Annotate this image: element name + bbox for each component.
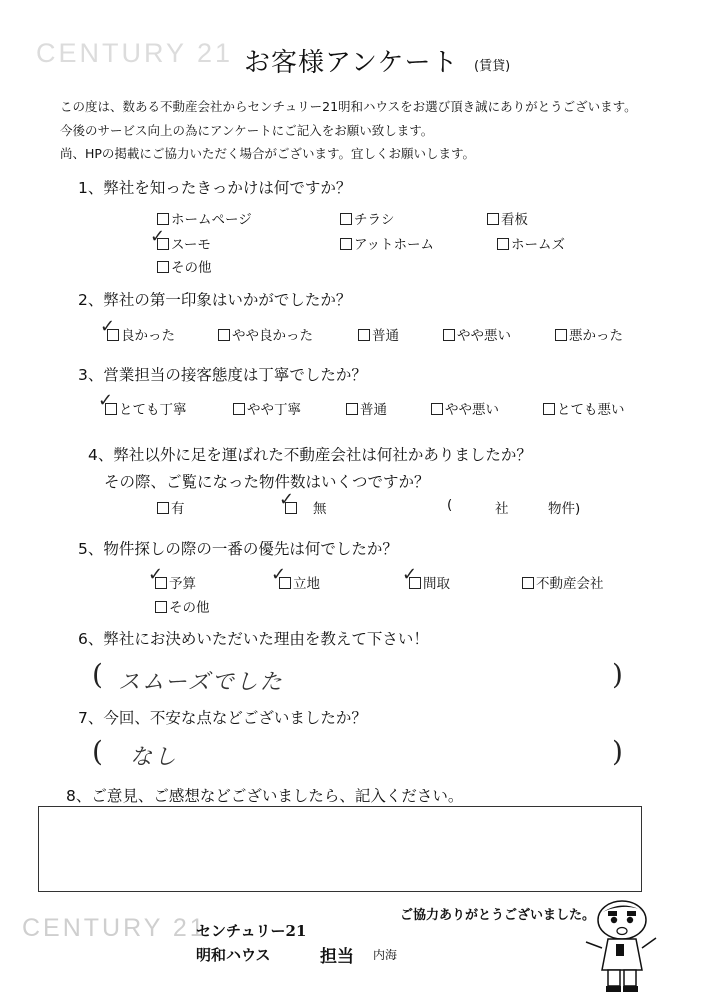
q2-option-bad[interactable]: 悪かった	[555, 324, 623, 344]
checkmark-icon: ✓	[150, 226, 166, 247]
checkbox-icon	[157, 213, 169, 225]
q2-option-normal[interactable]: 普通	[358, 324, 399, 344]
q3-option-fairly-bad[interactable]: やや悪い	[431, 398, 499, 418]
q1-text: 1、弊社を知ったきっかけは何ですか？	[78, 179, 352, 197]
q4-paren-open: (	[447, 497, 453, 513]
intro-line-3: 尚、HPの掲載にご協力いただく場合がございます。宜しくお願いします。	[60, 146, 475, 161]
intro-line-2: 今後のサービス向上の為にアンケートにご記入をお願い致します。	[60, 123, 434, 138]
q2-option-fairly-bad[interactable]: やや悪い	[443, 324, 511, 344]
q7-text: 7、今回、不安な点などございましたか？	[78, 709, 367, 727]
q5-option-location[interactable]: 立地	[279, 572, 320, 592]
q8-comment-box[interactable]	[38, 806, 642, 892]
q3-option-very-bad[interactable]: とても悪い	[543, 398, 625, 418]
q6-answer[interactable]: スムーズでした	[118, 670, 284, 695]
q2-text: 2、弊社の第一印象はいかがでしたか？	[78, 291, 352, 309]
staff-name: 内海	[373, 948, 398, 962]
q2-option-fairly-good[interactable]: やや良かった	[218, 324, 313, 344]
century21-logo-footer: CENTURY 21	[22, 914, 207, 942]
q1-option-other[interactable]: その他	[157, 256, 212, 276]
q3-text: 3、営業担当の接客態度は丁寧でしたか？	[78, 366, 367, 384]
q4-text-2: その際、ご覧になった物件数はいくつですか？	[104, 473, 430, 491]
checkbox-icon	[340, 238, 352, 250]
q4-option-yes[interactable]: 有	[157, 497, 185, 517]
company-name-line-2: 明和ハウス	[196, 946, 271, 964]
checkbox-icon	[358, 329, 370, 341]
checkbox-icon	[157, 261, 169, 273]
q3-option-very-polite[interactable]: とても丁寧	[105, 398, 187, 418]
q5-text: 5、物件探しの際の一番の優先は何でしたか？	[78, 540, 398, 558]
checkmark-icon: ✓	[98, 390, 114, 411]
staff-label: 担当	[320, 947, 354, 967]
q6-text: 6、弊社にお決めいただいた理由を教えて下さい！	[78, 630, 429, 648]
checkbox-icon	[218, 329, 230, 341]
checkmark-icon: ✓	[279, 489, 295, 510]
checkbox-icon	[543, 403, 555, 415]
q1-option-athome[interactable]: アットホーム	[340, 233, 434, 253]
q6-paren-open: (	[92, 658, 103, 691]
page-title: お客様アンケート	[244, 48, 459, 78]
q4-option-no[interactable]: 無	[285, 497, 327, 517]
checkbox-icon	[497, 238, 509, 250]
checkmark-icon: ✓	[148, 564, 164, 585]
q5-option-budget[interactable]: 予算	[155, 572, 196, 592]
checkbox-icon	[431, 403, 443, 415]
q3-option-normal[interactable]: 普通	[346, 398, 387, 418]
q6-paren-close: )	[612, 658, 623, 691]
q1-option-homes[interactable]: ホームズ	[497, 233, 565, 253]
checkbox-icon	[555, 329, 567, 341]
q1-option-suumo[interactable]: スーモ	[157, 233, 211, 253]
q4-unit-company: 社	[495, 501, 509, 517]
q7-paren-close: )	[612, 735, 623, 768]
q4-unit-property: 物件)	[548, 501, 581, 517]
q1-option-signboard[interactable]: 看板	[487, 208, 528, 228]
q1-option-flyer[interactable]: チラシ	[340, 208, 395, 228]
checkbox-icon	[155, 601, 167, 613]
checkbox-icon	[340, 213, 352, 225]
checkbox-icon	[522, 577, 534, 589]
company-name-line-1: センチュリー21	[196, 922, 307, 940]
checkbox-icon	[487, 213, 499, 225]
thanks-message: ご協力ありがとうございました。	[400, 908, 596, 923]
q7-answer[interactable]: なし	[130, 745, 179, 770]
checkmark-icon: ✓	[100, 316, 116, 337]
checkbox-icon	[346, 403, 358, 415]
century21-logo: CENTURY 21	[36, 38, 234, 68]
checkbox-icon	[233, 403, 245, 415]
checkmark-icon: ✓	[402, 564, 418, 585]
q1-option-homepage[interactable]: ホームページ	[157, 208, 252, 228]
q5-option-layout[interactable]: 間取	[409, 572, 450, 592]
intro-line-1: この度は、数ある不動産会社からセンチュリー21明和ハウスをお選び頂き誠にありがとうございます。	[60, 99, 637, 114]
checkbox-icon	[443, 329, 455, 341]
mascot-illustration-icon	[578, 898, 662, 998]
q8-text: 8、ご意見、ご感想などございましたら、記入ください。	[66, 787, 464, 805]
checkbox-icon	[157, 502, 169, 514]
q2-option-good[interactable]: 良かった	[107, 324, 175, 344]
q5-option-real-estate-company[interactable]: 不動産会社	[522, 572, 604, 592]
q5-option-other[interactable]: その他	[155, 596, 210, 616]
q4-text-1: 4、弊社以外に足を運ばれた不動産会社は何社かありましたか？	[88, 446, 532, 464]
page-title-sub: (賃貸)	[474, 59, 511, 74]
q3-option-fairly-polite[interactable]: やや丁寧	[233, 398, 301, 418]
q7-paren-open: (	[92, 735, 103, 768]
checkmark-icon: ✓	[271, 564, 287, 585]
